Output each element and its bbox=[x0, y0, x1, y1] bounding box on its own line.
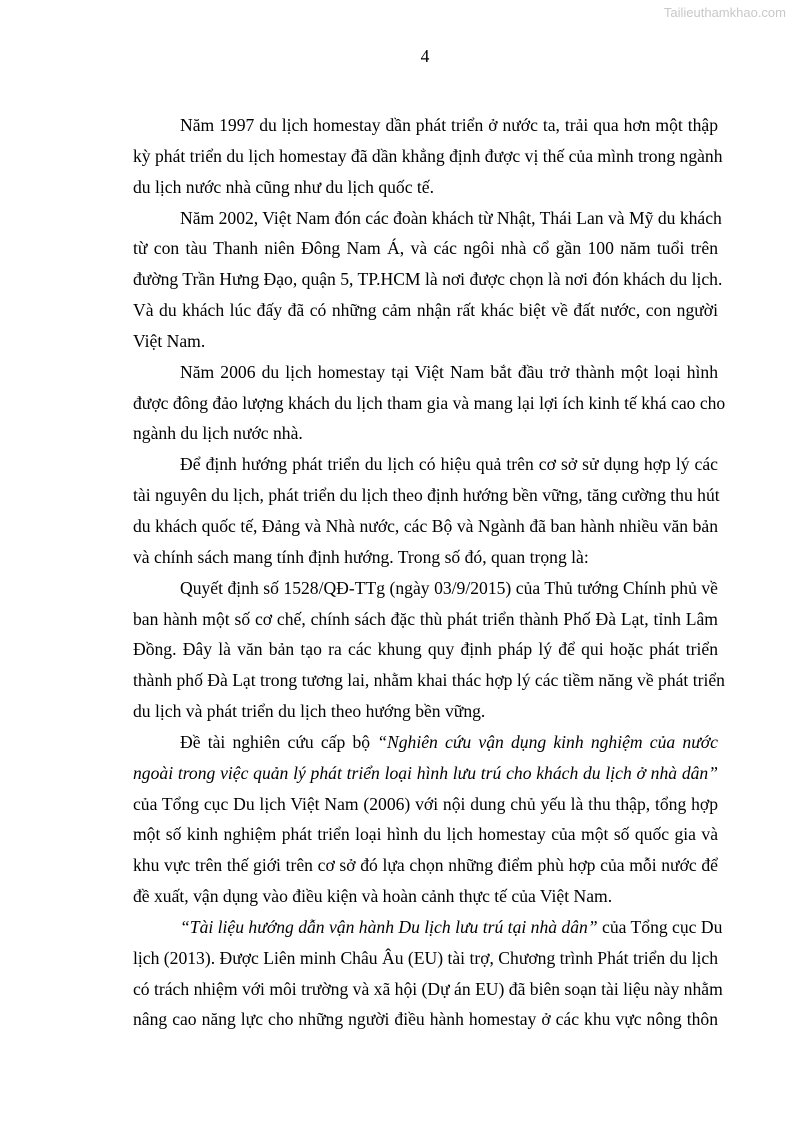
text-line bbox=[133, 233, 718, 264]
text-line bbox=[133, 1004, 718, 1035]
text-line bbox=[133, 604, 718, 635]
text-line bbox=[133, 326, 718, 357]
text-segment: Và du khách lúc đấy đã có những cảm nhận rất khác biệt về đất nước, con người bbox=[133, 300, 718, 321]
text-line bbox=[133, 573, 718, 604]
text-line bbox=[133, 110, 718, 141]
italic-title-text: ngoài trong việc quản lý phát triển loại hình lưu trú cho khách du lịch ở nhà dân” bbox=[133, 762, 718, 783]
text-segment: lịch (2013). Được Liên minh Châu Âu (EU) tài trợ, Chương trình Phát triển du lịch bbox=[133, 947, 718, 968]
text-segment: Đồng. Đây là văn bản tạo ra các khung quy định pháp lý để qui hoặc phát triển bbox=[133, 639, 718, 660]
text-line bbox=[133, 727, 718, 758]
paragraph bbox=[133, 203, 723, 357]
text-line bbox=[133, 542, 718, 573]
text-line bbox=[133, 850, 718, 881]
paragraph bbox=[133, 449, 718, 572]
paragraph bbox=[133, 912, 723, 1035]
text-segment: du lịch nước nhà cũng như du lịch quốc tế. bbox=[133, 176, 435, 197]
text-segment: kỳ phát triển du lịch homestay đã dần khẳng định được vị thế của mình trong ngành bbox=[133, 145, 723, 166]
text-segment: đường Trần Hưng Đạo, quận 5, TP.HCM là nơi được chọn là nơi đón khách du lịch. bbox=[133, 269, 723, 290]
text-segment: ban hành một số cơ chế, chính sách đặc thù phát triển thành Phố Đà Lạt, tỉnh Lâm bbox=[133, 608, 718, 629]
italic-title-text: “Tài liệu hướng dẫn vận hành Du lịch lưu trú tại nhà dân” bbox=[180, 916, 598, 937]
document-body bbox=[133, 110, 726, 1035]
text-line bbox=[133, 203, 722, 234]
watermark: Tailieuthamkhao.com bbox=[663, 5, 786, 20]
text-line bbox=[133, 974, 723, 1005]
text-segment: Việt Nam. bbox=[133, 330, 206, 351]
text-line bbox=[133, 264, 723, 295]
text-segment: ngành du lịch nước nhà. bbox=[133, 423, 303, 444]
text-line bbox=[133, 295, 718, 326]
text-segment: Năm 1997 du lịch homestay dần phát triển ở nước ta, trải qua hơn một thập bbox=[180, 115, 718, 135]
text-segment: đề xuất, vận dụng vào điều kiện và hoàn cảnh thực tế của Việt Nam. bbox=[133, 886, 613, 907]
text-line bbox=[133, 943, 718, 974]
text-line bbox=[133, 696, 718, 727]
text-line bbox=[133, 665, 725, 696]
italic-title-text: “Nghiên cứu vận dụng kinh nghiệm của nước bbox=[377, 731, 718, 752]
text-line bbox=[133, 141, 723, 172]
text-line bbox=[133, 912, 723, 943]
text-line bbox=[133, 480, 718, 511]
text-line bbox=[133, 819, 718, 850]
text-segment: thành phố Đà Lạt trong tương lai, nhằm khai thác hợp lý các tiềm năng về phát triển bbox=[133, 670, 725, 691]
text-line bbox=[133, 758, 718, 789]
page-number: 4 bbox=[420, 46, 430, 66]
text-segment: của Tổng cục Du bbox=[597, 916, 723, 937]
text-line bbox=[133, 634, 718, 665]
text-segment: Đề tài nghiên cứu cấp bộ bbox=[180, 731, 378, 752]
text-segment: có trách nhiệm với môi trường và xã hội (Dự án EU) đã biên soạn tài liệu này nhằm bbox=[133, 978, 723, 999]
text-segment: Quyết định số 1528/QĐ-TTg (ngày 03/9/2015) của Thủ tướng Chính phủ về bbox=[180, 577, 718, 598]
text-segment: một số kinh nghiệm phát triển loại hình du lịch homestay của một số quốc gia và bbox=[133, 824, 718, 845]
text-line bbox=[133, 418, 718, 449]
text-line bbox=[133, 388, 726, 419]
text-segment: du lịch và phát triển du lịch theo hướng bền vững. bbox=[133, 701, 486, 722]
text-segment: Năm 2002, Việt Nam đón các đoàn khách từ Nhật, Thái Lan và Mỹ du khách bbox=[180, 207, 722, 228]
text-line bbox=[133, 881, 718, 912]
text-line bbox=[133, 357, 718, 388]
paragraph bbox=[133, 573, 725, 727]
text-segment: từ con tàu Thanh niên Đông Nam Á, và các ngôi nhà cổ gần 100 năm tuổi trên bbox=[133, 238, 718, 259]
text-segment: nâng cao năng lực cho những người điều hành homestay ở các khu vực nông thôn bbox=[133, 1009, 718, 1030]
text-segment: du khách quốc tế, Đảng và Nhà nước, các Bộ và Ngành đã ban hành nhiều văn bản bbox=[133, 515, 718, 536]
text-line bbox=[133, 511, 718, 542]
paragraph bbox=[133, 727, 718, 912]
paragraph bbox=[133, 357, 726, 450]
text-segment: Để định hướng phát triển du lịch có hiệu quả trên cơ sở sử dụng hợp lý các bbox=[180, 454, 718, 475]
paragraph bbox=[133, 110, 723, 203]
text-segment: Năm 2006 du lịch homestay tại Việt Nam bắt đầu trở thành một loại hình bbox=[180, 361, 718, 382]
text-segment: của Tổng cục Du lịch Việt Nam (2006) với nội dung chủ yếu là thu thập, tổng hợp bbox=[133, 793, 718, 814]
text-segment: được đông đảo lượng khách du lịch tham gia và mang lại lợi ích kinh tế khá cao cho bbox=[133, 392, 726, 413]
text-segment: khu vực trên thế giới trên cơ sở đó lựa chọn những điểm phù hợp của mỗi nước để bbox=[133, 855, 718, 876]
text-line bbox=[133, 789, 718, 820]
text-segment: tài nguyên du lịch, phát triển du lịch theo định hướng bền vững, tăng cường thu hút bbox=[133, 485, 720, 506]
text-line bbox=[133, 449, 718, 480]
text-segment: và chính sách mang tính định hướng. Trong số đó, quan trọng là: bbox=[133, 546, 589, 567]
text-line bbox=[133, 172, 718, 203]
